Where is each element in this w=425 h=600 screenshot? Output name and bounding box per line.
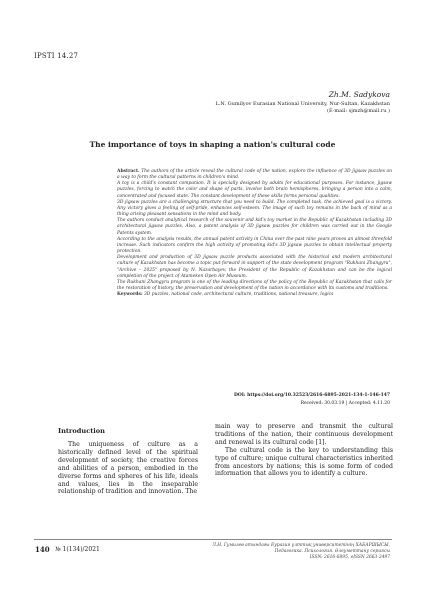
abstract-paragraph: 3D jigsaw puzzles are a challenging structure that you need to build. The completed task, the achieved goal is a victory. Any victory gives a feeling of self-pride, enhances self-esteem. The image of such toy remains in the back of mind as a thing arising pleasant sensations in the mind and body. — [117, 199, 392, 218]
keywords-label: Keywords: — [117, 292, 143, 298]
page-number: 140 — [35, 545, 50, 554]
abstract-paragraph: Development and production of 3D jigsaw puzzle products associated with the historical and modern architectural culture of Kazakhstan has become a topic put forward in support of the state development program "Rukhani Zhangyru", "Archive – 2025" proposed by N. Nazarbayev, the President of the Republic of Kazakhstan and can be the logical completion of the project of Atameken Open Air Museum. — [117, 255, 392, 279]
issue-number: № 1(134)/2021 — [55, 546, 100, 553]
abstract-paragraph: According to the analysis results, the annual patent activity in China over the past nine years proves an almost threefold increase. Such indicators confirm the high activity of promoting kid's 3D jigsaw puzzles to obtain intellectual property protection. — [117, 236, 392, 255]
journal-issn: ISSN: 2616-6895, eISSN 2663-2497 — [309, 555, 390, 561]
section-heading-introduction: Introduction — [58, 427, 105, 435]
abstract-block — [117, 169, 392, 298]
body-paragraph: The uniqueness of culture as a historically defined level of the spiritual development of society, the creative forces and abilities of a person, embodied in the diverse forms and spheres of his life, ideals and values, lies in the inseparable relationship of tradition and innovation. The — [58, 441, 198, 496]
abstract-text: The authors of the article reveal the cultural code of the nation, explore the influence of 3D jigsaw puzzles on a way to form the cultural patterns in children's mind. — [117, 169, 392, 181]
abstract-label: Abstract. — [117, 169, 140, 174]
abstract-paragraph: The Rukhani Zhangyru program is one of the leading directions of the policy of the Republic of Kazakhstan that calls for the restoration of history, the preservation and development of the nation in accordance with its customs and traditions. — [117, 279, 392, 291]
keywords-text: 3D puzzles, national code, architectural culture, traditions, national treasure, logics — [143, 292, 334, 298]
right-column — [215, 423, 393, 478]
footer-divider — [34, 539, 392, 540]
left-column — [58, 427, 198, 496]
journal-series: Педагогика. Психология. Әлеуметтану сериясы — [274, 549, 390, 555]
abstract-paragraph: The authors conduct analytical research of the souvenir and kid's toy market in the Republic of Kazakhstan including 3D architectural jigsaw puzzles. Also, a patent analysis of 3D jigsaw puzzles for children was carried out in the Google Patents system. — [117, 218, 392, 236]
author-affiliation — [216, 101, 391, 115]
author-name: Zh.M. Sadykova — [328, 90, 390, 99]
abstract-paragraph — [117, 169, 392, 181]
udc-code: IPSTI 14.27 — [34, 52, 79, 60]
received-accepted-dates: Received: 30.03.19 | Accepted: 4.11.20 — [300, 401, 390, 406]
affiliation-email[interactable]: (E-mail: sjmzh@mail.ru ) — [327, 108, 390, 114]
journal-title: Л.Н. Гумилев атындағы Еуразия ұлттық университетінің ХАБАРШЫСЫ. — [212, 543, 390, 548]
body-paragraph: main way to preserve and transmit the cultural traditions of the nation, their continuous development and renewal is its cultural code [1]. — [215, 423, 393, 446]
article-title: The importance of toys in shaping a nation's cultural code — [89, 140, 336, 149]
keywords-line — [117, 292, 392, 298]
doi-link[interactable]: DOI: https://doi.org/10.32523/2616-6895-2021-134-1-146-147 — [233, 393, 390, 398]
affiliation-institution: L.N. Gumilyov Eurasian National University, Nur-Sultan, Kazakhstan — [215, 101, 390, 107]
abstract-paragraph: A toy is a child's constant companion. It is specially designed by adults for educational purposes. For instance, jigsaw puzzles, forcing to watch the color and shape of parts, involve both brain hemispheres, bringing a person into a calm, concentrated and focused state. The constant development of these skills forms personal qualities. — [117, 181, 392, 199]
body-paragraph: The cultural code is the key to understanding this type of culture; unique cultural characteristics inherited from ancestors by nations; this is some form of coded information that allows you to identify a culture. — [215, 446, 393, 478]
journal-info — [212, 543, 390, 561]
